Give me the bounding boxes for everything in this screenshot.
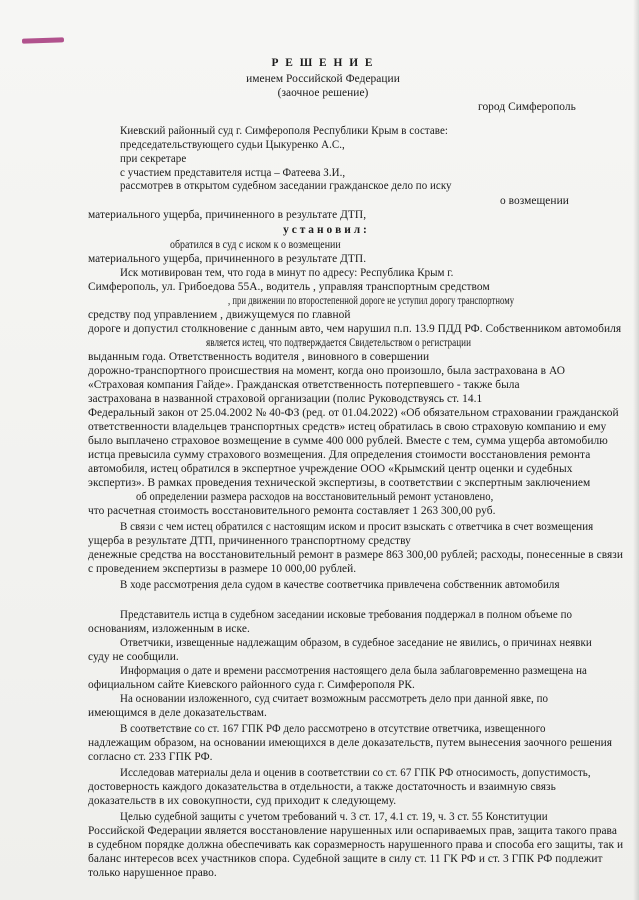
body-line: Информация о дате и времени рассмотрения настоящего дела была заблаговременно размещена на xyxy=(120,665,587,677)
body-line: В связи с чем истец обратился с настоящим иском и просит взыскать с ответчика в счет возмещения xyxy=(120,521,594,533)
body-line: В ходе рассмотрения дела судом в качестве соответчика привлечена собственник автомобиля xyxy=(120,579,560,591)
intro-line: Киевский районный суд г. Симферополя Республики Крым в составе: xyxy=(120,125,448,137)
document-title: Р Е Ш Е Н И Е xyxy=(271,57,375,69)
body-line: Исследовав материалы дела и оценив в соответствии со ст. 67 ГПК РФ относимость, допустимость, xyxy=(120,767,591,779)
body-line: только нарушенное право. xyxy=(88,867,217,879)
body-line: имеющимся в деле доказательствам. xyxy=(88,707,267,719)
body-line: истца превысила сумму страхового возмещения. Для определения стоимости восстановления ремонта xyxy=(88,449,591,461)
body-line: ущерба в результате ДТП, причиненного транспортному средству xyxy=(88,535,411,547)
body-line: Представитель истца в судебном заседании исковые требования поддержал в полном объеме по xyxy=(120,609,573,621)
body-line: согласно ст. 233 ГПК РФ. xyxy=(88,751,213,763)
body-line: дорожно-транспортного происшествия на момент, когда оно произошло, была застрахована в АО xyxy=(88,365,565,377)
body-line: Федеральный закон от 25.04.2002 № 40-ФЗ (ред. от 01.04.2022) «Об обязательном страховании гражданской xyxy=(88,407,619,419)
body-line: средству под управлением , движущемуся по главной xyxy=(88,309,351,321)
body-line: Российской Федерации является восстановление нарушенных или оспариваемых прав, защита такого права xyxy=(88,825,617,837)
body-line: надлежащим образом, на основании имеющихся в деле доказательств, путем вынесения заочного решения xyxy=(88,737,613,749)
ustanovil-heading: у с т а н о в и л : xyxy=(283,224,367,236)
city: город Симферополь xyxy=(478,101,576,113)
body-line: материального ущерба, причиненного в результате ДТП. xyxy=(88,253,367,265)
intro-line: председательствующего судьи Цыкуренко А.С., xyxy=(120,139,345,151)
body-line: в судебном порядке должна обеспечивать как соразмерность нарушенного права и способа его защиты, так и xyxy=(88,839,624,851)
body-line: достоверность каждого доказательства в отдельности, а также достаточность и взаимную связь xyxy=(88,781,556,793)
intro-line: материального ущерба, причиненного в результате ДТП, xyxy=(88,209,367,221)
pen-mark xyxy=(22,37,64,43)
body-line: Иск мотивирован тем, что года в минут по адресу: Республика Крым г. xyxy=(120,267,454,279)
intro-line: о возмещении xyxy=(500,195,569,207)
body-line: выданным года. Ответственность водителя , виновного в совершении xyxy=(88,351,430,363)
body-line: В соответствие со ст. 167 ГПК РФ дело рассмотрено в отсутствие ответчика, извещенного xyxy=(120,723,546,735)
body-line: баланс интересов всех участников спора. Судебной защите в силу ст. 11 ГК РФ и ст. 3 ГПК РФ подлежит xyxy=(88,853,603,865)
body-line: что расчетная стоимость восстановительного ремонта составляет 1 263 300,00 руб. xyxy=(88,505,496,517)
body-line: ответственности владельцев транспортных средств» истец обратилась в свою страховую компанию и ему xyxy=(88,421,607,433)
intro-line: с участием представителя истца – Фатеева З.И., xyxy=(120,167,346,179)
body-line: с проведением экспертизы в размере 10 000,00 рублей. xyxy=(88,563,357,575)
body-line: денежные средства на восстановительный ремонт в размере 863 300,00 рублей; расходы, понесенные в связи xyxy=(88,549,623,561)
intro-line: при секретаре xyxy=(120,153,187,165)
document-type: (заочное решение) xyxy=(277,87,369,99)
scan-edge-shadow xyxy=(633,0,639,900)
body-line: На основании изложенного, суд считает возможным рассмотреть дело при данной явке, по xyxy=(120,693,549,705)
body-line: , при движении по второстепенной дороге не уступил дорогу транспортному xyxy=(228,295,515,307)
body-line: является истец, что подтверждается Свидетельством о регистрации xyxy=(206,337,471,349)
document-subtitle: именем Российской Федерации xyxy=(246,73,400,85)
body-line: официальном сайте Киевского районного суда г. Симферополя РК. xyxy=(88,679,415,691)
body-line: «Страховая компания Гайде». Гражданская ответственность потерпевшего - также была xyxy=(88,379,520,391)
body-line: суду не сообщили. xyxy=(88,651,179,663)
body-line: дороге и допустил столкновение с данным авто, чем нарушил п.п. 13.9 ПДД РФ. Собственником автомобиля xyxy=(88,323,622,335)
body-line: автомобиля, истец обратился в экспертное учреждение ООО «Крымский центр оценки и судебных xyxy=(88,463,573,475)
body-line: доказательств в их совокупности, суд приходит к следующему. xyxy=(88,795,397,807)
body-line: экспертиз». В рамках проведения технической экспертизы, в соответствии с экспертным заключением xyxy=(88,477,591,489)
body-line: Симферополь, ул. Грибоедова 55А., водитель , управляя транспортным средством xyxy=(88,281,490,293)
body-line: Целью судебной защиты с учетом требований ч. 3 ст. 17, 4.1 ст. 19, ч. 3 ст. 55 Конституции xyxy=(120,811,548,823)
body-line: обратился в суд с иском к о возмещении xyxy=(170,239,341,251)
body-line: об определении размера расходов на восстановительный ремонт установлено, xyxy=(136,491,494,503)
intro-line: рассмотрев в открытом судебном заседании гражданское дело по иску xyxy=(120,180,452,192)
body-line: основаниям, изложенным в иске. xyxy=(88,623,250,635)
body-line: застрахована в названной страховой организации (полис Руководствуясь ст. 14.1 xyxy=(88,393,483,405)
body-line: было выплачено страховое возмещение в сумме 400 000 рублей. Вместе с тем, сумма ущерба автомобилю xyxy=(88,435,608,447)
body-line: Ответчики, извещенные надлежащим образом, в судебное заседание не явились, о причинах неявки xyxy=(120,637,592,649)
